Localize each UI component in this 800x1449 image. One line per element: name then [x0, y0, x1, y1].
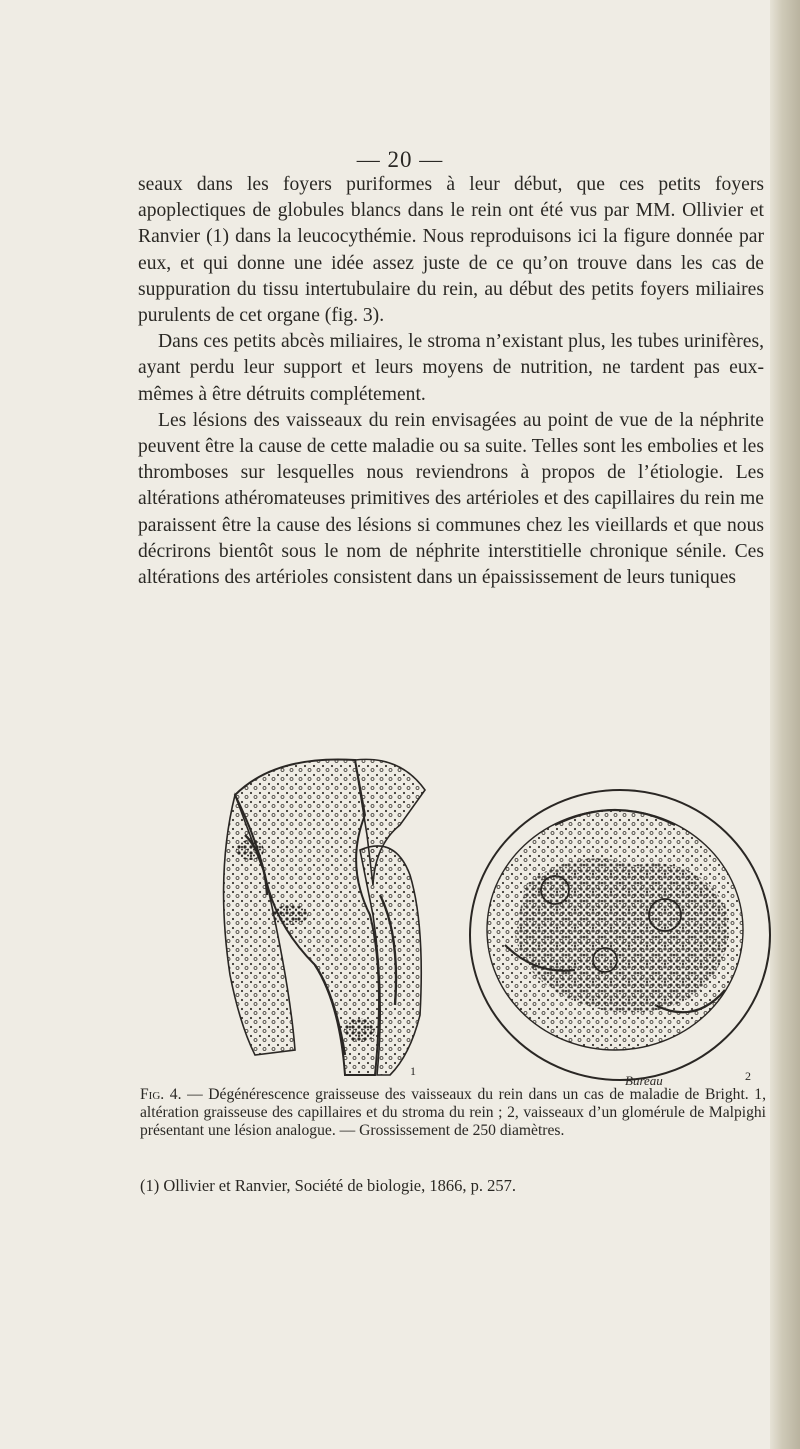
caption-text: — Dégénérescence graisseuse des vaisseaux du rein dans un cas de maladie de Bright. 1, altération graisseuse des capillaires et du stroma du rein ; 2, vaisseaux d’un glomérule de Malpighi présentant une lésion analogue. — Grossissement de 250 diamètres. — [140, 1086, 767, 1139]
figure-marker-1: 1 — [410, 1064, 416, 1078]
page-number: — 20 — — [356, 147, 444, 172]
kidney-vessel-engraving — [195, 755, 775, 1085]
page-edge-shadow — [770, 0, 800, 1449]
paragraph-3: Les lésions des vaisseaux du rein envisagées au point de vue de la néphrite peuvent être la cause de cette maladie ou sa suite. Telles sont les embolies et les thromboses sur lesquelles nous reviendrons à propos de l’étiologie. Les altérations athéromateuses primitives des artérioles et des capillaires du rein me paraissent être la cause des lésions si communes chez les vieillards et que nous décrirons bientôt sous le nom de néphrite interstitielle chronique sénile. Ces altérations des artérioles consistent dans un épaississement de leurs tuniques — [138, 409, 764, 589]
caption-label: Fig. 4. — [140, 1086, 182, 1103]
figure-caption — [140, 1086, 766, 1140]
capillary-drawing — [224, 759, 425, 1075]
engraver-signature: Bureau — [625, 1073, 663, 1085]
glomerulus-drawing — [470, 790, 770, 1085]
paragraph-2: Dans ces petits abcès miliaires, le stroma n’existant plus, les tubes urinifères, ayant perdu leur support et leurs moyens de nutrition, ne tardent pas eux-mêmes à être détruits complétement. — [138, 331, 764, 405]
figure-marker-2: 2 — [745, 1069, 751, 1083]
footnote: (1) Ollivier et Ranvier, Société de biologie, 1866, p. 257. — [140, 1176, 517, 1195]
paragraph-1: seaux dans les foyers puriformes à leur début, que ces petits foyers apoplectiques de globules blancs dans le rein ont été vus par MM. Ollivier et Ranvier (1) dans la leucocythémie. Nous reproduisons ici la figure donnée par eux, et qui donne une idée assez juste de ce qu’on trouve dans les cas de suppuration du tissu intertubulaire du rein, au début des petits foyers miliaires purulents de cet organe (fig. 3). — [138, 174, 764, 327]
body-text — [138, 172, 764, 591]
figure-illustration — [195, 755, 775, 1085]
